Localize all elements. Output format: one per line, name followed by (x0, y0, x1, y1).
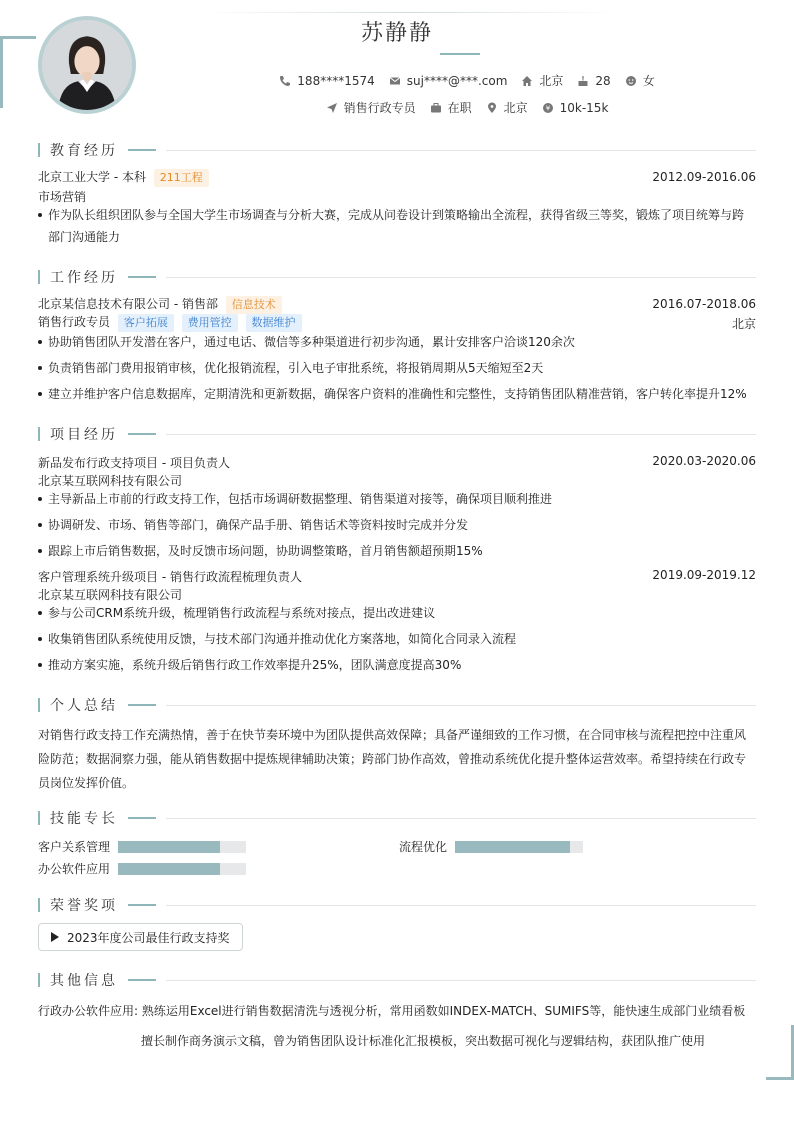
section-skills (38, 810, 756, 826)
education-school: 北京工业大学 - 本科 (38, 170, 146, 184)
skill-bar (118, 841, 246, 853)
project-header (38, 568, 756, 585)
gender-item (625, 72, 655, 89)
age-item (577, 72, 610, 89)
age-text: 28 (595, 73, 611, 88)
section-divider (166, 705, 756, 706)
mail-icon (389, 75, 401, 87)
section-divider (166, 905, 756, 906)
section-summary (38, 697, 756, 713)
section-title-honors: 荣誉奖项 (50, 898, 118, 914)
project-company: 北京某互联网科技有限公司 (38, 474, 183, 488)
skill-bar (455, 841, 583, 853)
location-text: 北京 (539, 74, 564, 88)
home-icon (521, 75, 533, 87)
work-bullet: 建立并维护客户信息数据库，定期清洗和更新数据，确保客户资料的准确性和完整性，支持销售团队精准营销，客户转化率提升12% (38, 383, 756, 405)
candidate-name: 苏静静 (360, 21, 433, 46)
section-title-education: 教育经历 (50, 143, 118, 159)
briefcase-icon (430, 102, 442, 114)
project-date: 2019.09-2019.12 (652, 568, 756, 582)
section-honors (38, 897, 756, 913)
project-bullet: 跟踪上市后销售数据，及时反馈市场问题，协助调整策略，首月销售额超预期15% (38, 540, 756, 562)
city-item (486, 99, 528, 116)
work-industry-tag: 信息技术 (226, 296, 282, 314)
city-text: 北京 (503, 101, 528, 115)
skill-name: 办公软件应用 (38, 862, 111, 876)
email-text: suj****@***.com (406, 73, 508, 88)
summary-line: 对销售行政支持工作充满热情，善于在快节奏环境中为团队提供高效保障；具备严谨细致的工作习惯，在合同审核与流程把控中注重风 (38, 728, 747, 742)
gender-text: 女 (642, 74, 655, 88)
skill-bar-fill (118, 863, 220, 875)
salary-item (542, 99, 609, 116)
education-bullet (38, 204, 756, 248)
section-divider (166, 150, 756, 151)
play-triangle-icon (51, 932, 59, 942)
education-bullet-line1: 作为队长组织团队参与全国大学生市场调查与分析大赛，完成从问卷设计到策略输出全流程，获得省级三等奖，锻炼了项目统筹与跨 (48, 208, 745, 222)
work-bullet: 协助销售团队开发潜在客户，通过电话、微信等多种渠道进行初步沟通，累计安排客户洽谈120余次 (38, 331, 756, 353)
section-education (38, 142, 756, 158)
section-bar (38, 811, 40, 825)
section-short-line (128, 817, 156, 819)
status-text: 在职 (447, 101, 472, 115)
name-underline (440, 53, 480, 55)
summary-line: 员岗位发挥价值。 (38, 776, 135, 790)
section-short-line (128, 276, 156, 278)
gender-icon (625, 75, 637, 87)
honor-text: 2023年度公司最佳行政支持奖 (67, 930, 230, 945)
work-header (38, 295, 756, 314)
section-title-projects: 项目经历 (50, 427, 118, 443)
section-title-skills: 技能专长 (50, 811, 118, 827)
section-title-summary: 个人总结 (50, 698, 118, 714)
section-other (38, 972, 756, 988)
section-short-line (128, 979, 156, 981)
honor-item (38, 923, 243, 951)
section-bar (38, 427, 40, 441)
skill-name: 客户关系管理 (38, 840, 111, 854)
status-item (430, 99, 472, 116)
email-item (389, 72, 508, 89)
corner-decoration-bottom-right (766, 1025, 794, 1080)
salary-text: 10k-15k (559, 100, 609, 115)
project-date: 2020.03-2020.06 (652, 454, 756, 468)
section-bar (38, 143, 40, 157)
section-projects (38, 426, 756, 442)
section-short-line (128, 704, 156, 706)
section-short-line (128, 433, 156, 435)
position-text: 销售行政专员 (343, 101, 416, 115)
work-role-row (38, 313, 756, 332)
project-bullet: 参与公司CRM系统升级，梳理销售行政流程与系统对接点，提出改进建议 (38, 602, 756, 624)
section-divider (166, 434, 756, 435)
skill-bar-fill (455, 841, 570, 853)
section-divider (166, 980, 756, 981)
phone-text: 188****1574 (297, 73, 375, 88)
project-bullet: 协调研发、市场、销售等部门，确保产品手册、销售话术等资料按时完成并分发 (38, 514, 756, 536)
skill-item (38, 838, 246, 855)
section-divider (166, 818, 756, 819)
section-title-other: 其他信息 (50, 973, 118, 989)
work-city: 北京 (731, 317, 756, 331)
work-company: 北京某信息技术有限公司 - 销售部 (38, 297, 218, 311)
phone-icon (279, 75, 291, 87)
cake-icon (577, 75, 589, 87)
work-role-tag: 客户拓展 (118, 314, 174, 332)
skill-item (399, 838, 583, 855)
summary-line: 险防范；数据洞察力强，能从销售数据中提炼规律辅助决策；跨部门协作高效，曾推动系统优化提升整体运营效率。希望持续在行政专 (38, 752, 747, 766)
section-bar (38, 973, 40, 987)
work-role-tag: 数据维护 (246, 314, 302, 332)
section-bar (38, 270, 40, 284)
section-short-line (128, 904, 156, 906)
skill-item (38, 860, 246, 877)
section-bar (38, 898, 40, 912)
section-divider (166, 277, 756, 278)
skill-bar-fill (118, 841, 220, 853)
section-bar (38, 698, 40, 712)
other-line-2: 擅长制作商务演示文稿，曾为销售团队设计标准化汇报模板，突出数据可视化与逻辑结构，获团队推广使用 (141, 1034, 706, 1048)
other-line-1: 行政办公软件应用: 熟练运用Excel进行销售数据清洗与透视分析，常用函数如INDEX-MATCH、SUMIFS等，能快速生成部门业绩看板 (38, 1004, 746, 1018)
send-icon (326, 102, 338, 114)
phone-item (279, 72, 374, 89)
work-bullet: 负责销售部门费用报销审核，优化报销流程，引入电子审批系统，将报销周期从5天缩短至2天 (38, 357, 756, 379)
education-date: 2012.09-2016.06 (652, 170, 756, 184)
money-icon (542, 102, 554, 114)
project-header (38, 454, 756, 471)
skill-bar (118, 863, 246, 875)
header-decor-line (200, 12, 620, 13)
work-date: 2016.07-2018.06 (652, 297, 756, 311)
project-company: 北京某互联网科技有限公司 (38, 588, 183, 602)
project-title: 客户管理系统升级项目 - 销售行政流程梳理负责人 (38, 570, 302, 584)
education-major: 市场营销 (38, 190, 87, 204)
project-bullet: 主导新品上市前的行政支持工作，包括市场调研数据整理、销售渠道对接等，确保项目顺利推进 (38, 488, 756, 510)
contact-info-row (140, 72, 794, 89)
section-title-work: 工作经历 (50, 270, 118, 286)
education-tag: 211工程 (154, 169, 209, 187)
project-title: 新品发布行政支持项目 - 项目负责人 (38, 456, 230, 470)
section-short-line (128, 149, 156, 151)
education-bullet-line2: 部门沟通能力 (48, 230, 121, 244)
summary-text (38, 723, 756, 795)
location-item (521, 72, 563, 89)
work-role-tag: 费用管控 (182, 314, 238, 332)
position-item (326, 99, 416, 116)
work-role: 销售行政专员 (38, 315, 111, 329)
section-work (38, 269, 756, 285)
education-header (38, 168, 756, 187)
job-info-row (140, 99, 794, 116)
project-bullet: 收集销售团队系统使用反馈，与技术部门沟通并推动优化方案落地，如简化合同录入流程 (38, 628, 756, 650)
project-bullet: 推动方案实施，系统升级后销售行政工作效率提升25%，团队满意度提高30% (38, 654, 756, 676)
location-pin-icon (486, 102, 498, 114)
svg-text:¥: ¥ (545, 104, 550, 113)
skill-name: 流程优化 (399, 840, 448, 854)
